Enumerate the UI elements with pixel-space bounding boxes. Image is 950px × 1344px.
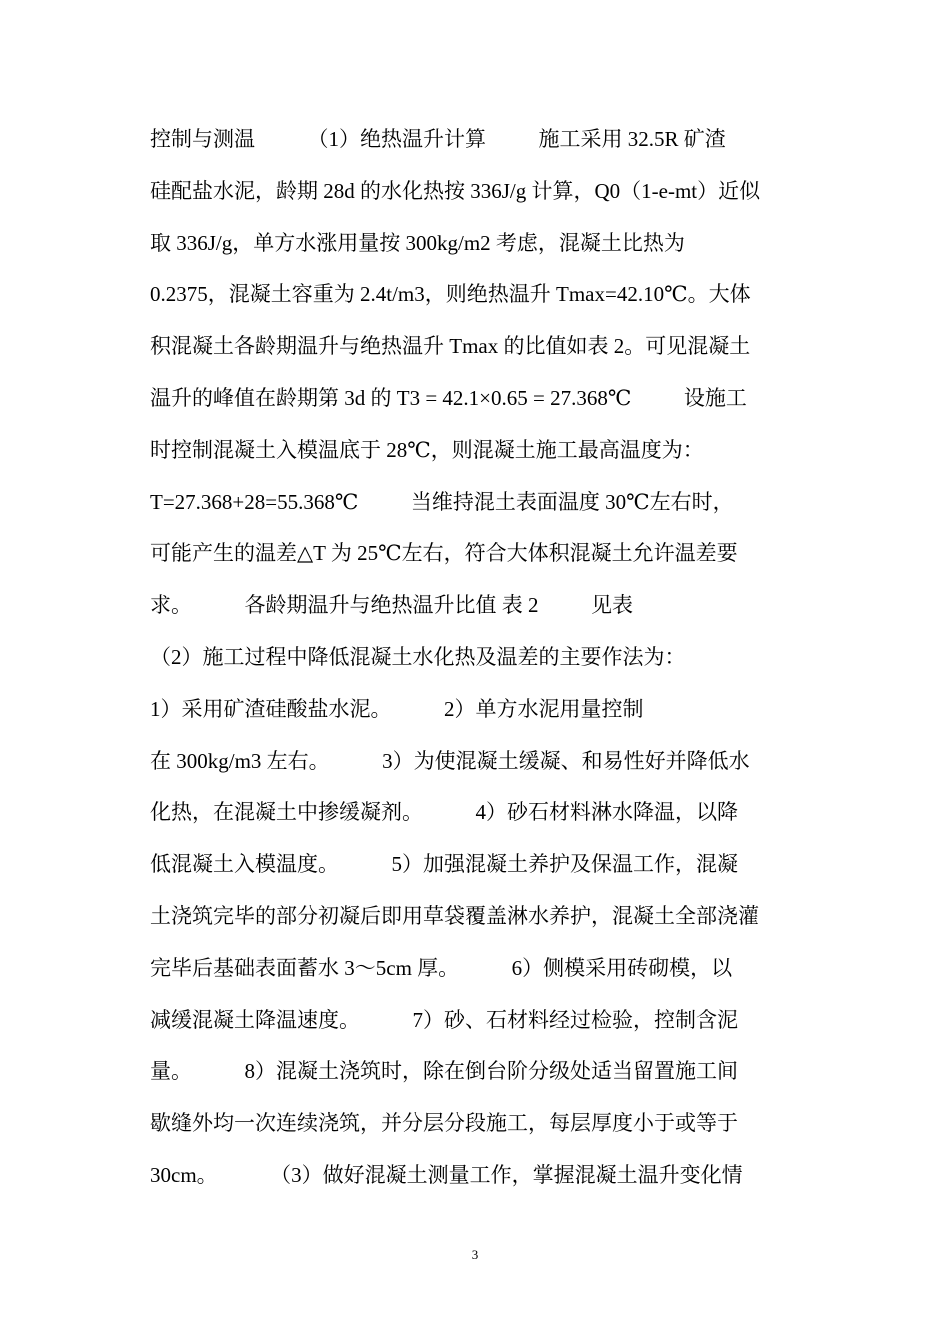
- text-line-20: 歇缝外均一次连续浇筑，并分层分段施工，每层厚度小于或等于: [150, 1111, 738, 1136]
- page-number: 3: [471, 1247, 479, 1262]
- text-line-12: 1）采用矿渣硅酸盐水泥。 2）单方水泥用量控制: [150, 696, 644, 721]
- text-line-3: 取 336J/g，单方水涨用量按 300kg/m2 考虑，混凝土比热为: [150, 230, 685, 255]
- text-line-6: 温升的峰值在龄期第 3d 的 T3 = 42.1×0.65 = 27.368℃ 设施工: [150, 385, 747, 410]
- text-line-14: 化热，在混凝土中掺缓凝剂。 4）砂石材料淋水降温，以降: [150, 800, 738, 825]
- text-line-16: 土浇筑完毕的部分初凝后即用草袋覆盖淋水养护，混凝土全部浇灌: [150, 903, 759, 928]
- text-line-13: 在 300kg/m3 左右。 3）为使混凝土缓凝、和易性好并降低水: [150, 748, 750, 773]
- text-line-4: 0.2375，混凝土容重为 2.4t/m3，则绝热温升 Tmax=42.10℃。大体: [150, 282, 751, 307]
- text-line-11: （2）施工过程中降低混凝土水化热及温差的主要作法为：: [150, 644, 686, 669]
- body-text: [150, 114, 810, 1202]
- text-line-2: 硅配盐水泥，龄期 28d 的水化热按 336J/g 计算，Q0（1-e-mt）近似: [150, 178, 761, 203]
- text-line-5: 积混凝土各龄期温升与绝热温升 Tmax 的比值如表 2。可见混凝土: [150, 334, 751, 359]
- text-line-17: 完毕后基础表面蓄水 3～5cm 厚。 6）侧模采用砖砌模，以: [150, 955, 733, 980]
- text-line-21: 30cm。 （3）做好混凝土测量工作，掌握混凝土温升变化情: [150, 1162, 743, 1187]
- text-line-18: 减缓混凝土降温速度。 7）砂、石材料经过检验，控制含泥: [150, 1007, 738, 1032]
- text-line-15: 低混凝土入模温度。 5）加强混凝土养护及保温工作，混凝: [150, 852, 738, 877]
- text-line-19: 量。 8）混凝土浇筑时，除在倒台阶分级处适当留置施工间: [150, 1059, 738, 1084]
- text-line-8: T=27.368+28=55.368℃ 当维持混土表面温度 30℃左右时，: [150, 489, 734, 514]
- text-line-10: 求。 各龄期温升与绝热温升比值 表 2 见表: [150, 593, 633, 618]
- text-line-1: 控制与测温 （1）绝热温升计算 施工采用 32.5R 矿渣: [150, 127, 726, 151]
- text-line-7: 时控制混凝土入模温底于 28℃，则混凝土施工最高温度为：: [150, 437, 704, 462]
- text-line-9: 可能产生的温差△T 为 25℃左右，符合大体积混凝土允许温差要: [150, 541, 738, 566]
